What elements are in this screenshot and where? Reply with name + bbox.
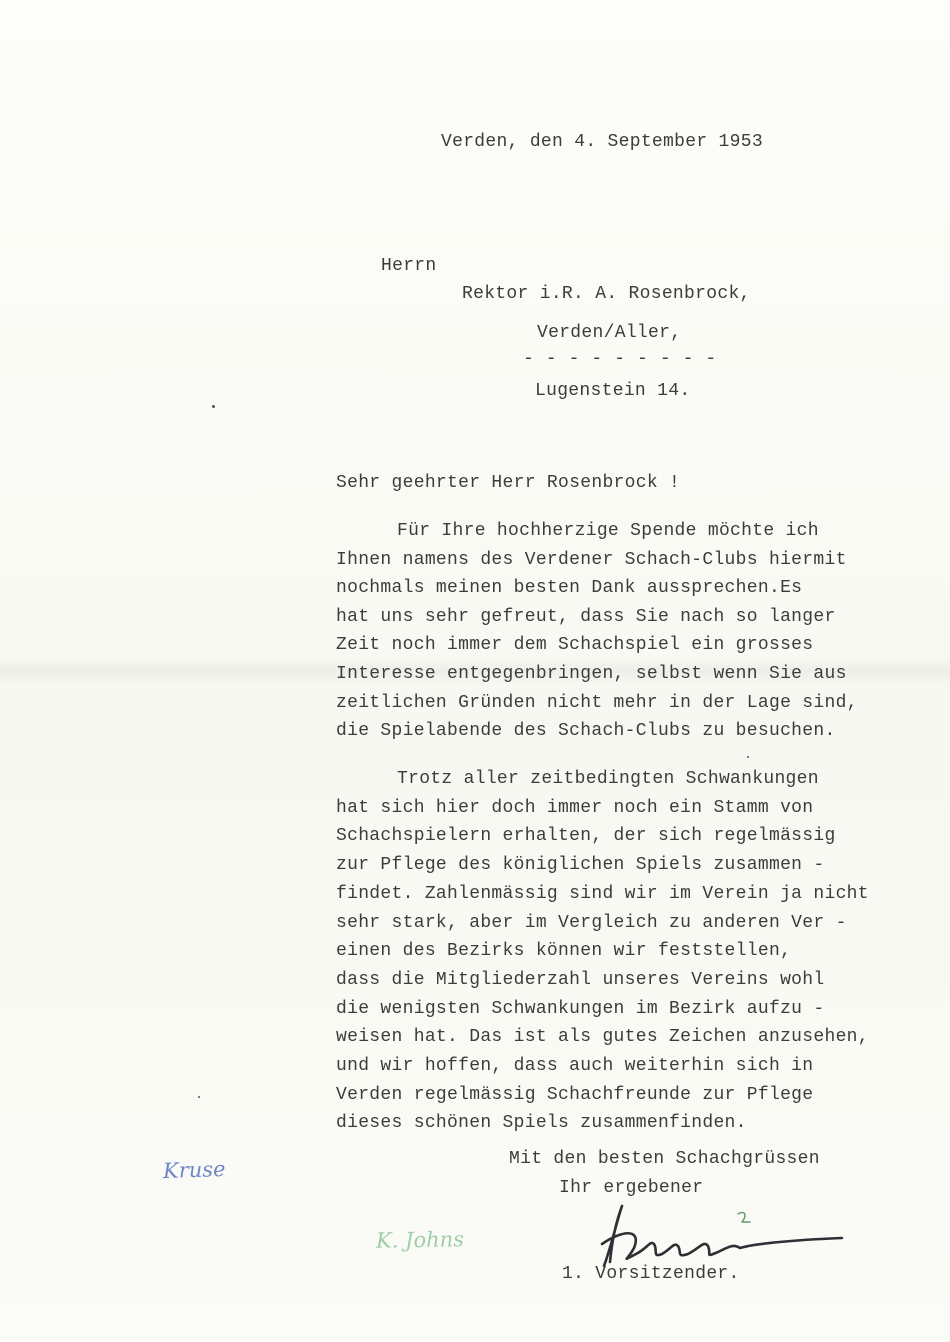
text-line: Für Ihre hochherzige Spende möchte ich: [397, 521, 819, 541]
pencil-note: Kruse: [162, 1156, 226, 1184]
text-line: hat uns sehr gefreut, dass Sie nach so langer: [336, 606, 836, 627]
text-line: Ihnen namens des Verdener Schach-Clubs hiermit: [336, 549, 847, 570]
text-line: die Spielabende des Schach-Clubs zu besuchen.: [336, 721, 836, 742]
closing-line-2: Ihr ergebener: [559, 1178, 704, 1198]
text-line: zur Pflege des königlichen Spiels zusammen -: [336, 855, 825, 876]
date-line: Verden, den 4. September 1953: [441, 132, 763, 152]
recipient-street: Lugenstein 14.: [535, 381, 691, 401]
green-note: K. Johns: [375, 1227, 465, 1253]
text-line: einen des Bezirks können wir feststellen,: [336, 941, 792, 962]
recipient-name: Rektor i.R. A. Rosenbrock,: [462, 284, 751, 304]
paper-speck: [212, 405, 215, 408]
text-line: hat sich hier doch immer noch ein Stamm von: [336, 797, 814, 818]
text-line: dass die Mitgliederzahl unseres Vereins wohl: [336, 969, 825, 990]
text-line: Trotz aller zeitbedingten Schwankungen: [397, 769, 819, 789]
paper-speck: [198, 1096, 200, 1098]
text-line: nochmals meinen besten Dank aussprechen.Es: [336, 578, 803, 599]
text-line: und wir hoffen, dass auch weiterhin sich in: [336, 1056, 814, 1076]
closing-line: Mit den besten Schachgrüssen: [509, 1149, 820, 1169]
greeting: Sehr geehrter Herr Rosenbrock !: [336, 473, 681, 493]
address-rule: - - - - - - - - -: [523, 349, 717, 369]
text-line: findet. Zahlenmässig sind wir im Verein ja nicht: [336, 883, 869, 904]
text-line: sehr stark, aber im Vergleich zu anderen Ver -: [336, 912, 847, 933]
paper-speck: [747, 756, 749, 758]
text-line: Zeit noch immer dem Schachspiel ein grosses: [336, 635, 814, 656]
text-line: Interesse entgegenbringen, selbst wenn Sie aus: [336, 664, 847, 684]
signature-role: 1. Vorsitzender.: [562, 1264, 740, 1284]
text-line: Schachspielern erhalten, der sich regelmässig: [336, 826, 836, 847]
recipient-city: Verden/Aller,: [537, 323, 682, 343]
text-line: dieses schönen Spiels zusammenfinden.: [336, 1113, 747, 1134]
text-line: Verden regelmässig Schachfreunde zur Pflege: [336, 1084, 814, 1105]
text-line: die wenigsten Schwankungen im Bezirk aufzu -: [336, 998, 825, 1019]
text-line: weisen hat. Das ist als gutes Zeichen anzusehen,: [336, 1027, 869, 1048]
text-line: zeitlichen Gründen nicht mehr in der Lage sind,: [336, 692, 858, 713]
recipient-title: Herrn: [381, 256, 437, 276]
